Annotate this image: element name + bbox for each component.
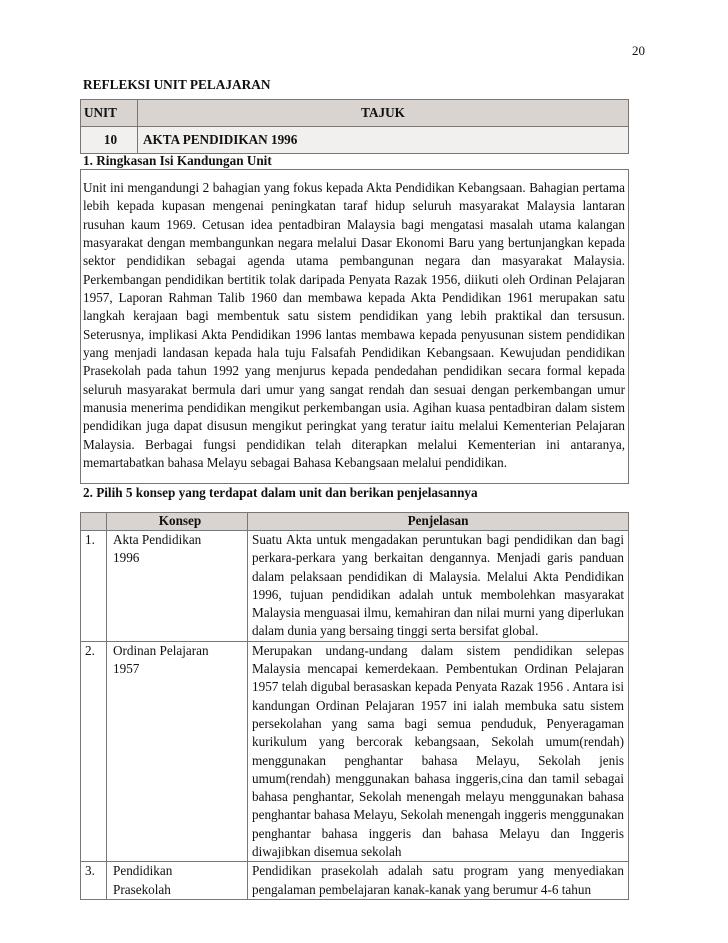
section1-heading: 1. Ringkasan Isi Kandungan Unit (83, 153, 272, 168)
document-title: REFLEKSI UNIT PELAJARAN (83, 77, 271, 92)
concept-table (80, 512, 629, 900)
header-konsep: Konsep (107, 513, 248, 531)
row-konsep: Akta Pendidikan 1996 (107, 531, 248, 642)
header-penjelasan: Penjelasan (248, 513, 629, 531)
summary-text: Unit ini mengandungi 2 bahagian yang fokus kepada Akta Pendidikan Kebangsaan. Bahagian pertama lebih kepada kupasan mengenai peningkatan taraf hidup seluruh masyarakat Malaysia lantaran rusuhan kaum 1969. Cetusan idea pentadbiran Malaysia bagi mengatasi masalah utama kalangan masyarakat dengan membangunkan negara melalui Dasar Ekonomi Baru yang bertunjangkan kepada sektor pendidikan sebagai agenda utama pembangunan negara dan masyarakat Malaysia. Perkembangan pendidikan bertitik tolak daripada Penyata Razak 1956, diikuti oleh Ordinan Pelajaran 1957, Laporan Rahman Talib 1960 dan membawa kepada Akta Pendidikan 1961 merupakan satu langkah kerajaan bagi membentuk satu sistem pendidikan yang lebih praktikal dan tersusun. Seterusnya, implikasi Akta Pendidikan 1996 lantas membawa kepada penyusunan sistem pendidikan yang menjadi landasan kepada hala tuju Falsafah Pendidikan Kebangsaan. Kewujudan pendidikan Prasekolah pada tahun 1992 yang menjurus kepada pendedahan pendidikan secara formal kepada seluruh masyarakat bermula dari umur yang sangat rendah dan sesuai dengan perkembangan umur manusia menerima pendidikan mengikut perkembangan usia. Agihan kuasa pentadbiran dalam sistem pendidikan juga dapat disusun mengikut peringkat yang teratur iaitu melalui Kementerian Pelajaran Malaysia. Berbagai fungsi pendidikan telah diterapkan melalui Kementerian ini antaranya, memartabatkan bahasa Melayu sebagai Bahasa Kebangsaan melalui pendidikan. (83, 180, 625, 471)
row-penjelasan: Merupakan undang-undang dalam sistem pendidikan selepas Malaysia mencapai kemerdekaan. Pembentukan Ordinan Pelajaran 1957 telah digubal berasaskan kepada Penyata Razak 1956 . Antara isi kandungan Ordinan Pelajaran 1957 ini ialah membuka satu sistem persekolahan yang sama bagi semua penduduk, Penyeragaman kurikulum yang bercorak kebangsaan, Sekolah umum(rendah) menggunakan penghantar bahasa Melayu, Sekolah jenis umum(rendah) menggunakan bahasa inggeris,cina dan tamil sebagai bahasa penghantar, Sekolah menengah melayu menggunakan bahasa penghantar bahasa Melayu, Sekolah menengah inggeris menggunakan penghantar bahasa inggeris dan bahasa Melayu dan Inggeris diwajibkan disemua sekolah (248, 641, 629, 862)
row-penjelasan: Pendidikan prasekolah adalah satu program yang menyediakan pengalaman pembelajaran kanak-kanak yang berumur 4-6 tahun (248, 862, 629, 900)
row-konsep: Ordinan Pelajaran 1957 (107, 641, 248, 862)
concept-table-header (81, 513, 629, 531)
row-number: 3. (81, 862, 107, 900)
section2-heading: 2. Pilih 5 konsep yang terdapat dalam unit dan berikan penjelasannya (83, 485, 478, 500)
row-konsep: Pendidikan Prasekolah (107, 862, 248, 900)
unit-table-row (81, 127, 629, 154)
unit-table-header (81, 100, 629, 127)
unit-header: UNIT (81, 100, 138, 127)
unit-title: AKTA PENDIDIKAN 1996 (138, 127, 629, 154)
table-row (81, 531, 629, 642)
page-number: 20 (632, 43, 645, 58)
row-number: 2. (81, 641, 107, 862)
table-row (81, 641, 629, 862)
tajuk-header: TAJUK (138, 100, 629, 127)
table-row (81, 862, 629, 900)
unit-number: 10 (81, 127, 138, 154)
header-num (81, 513, 107, 531)
row-number: 1. (81, 531, 107, 642)
row-penjelasan: Suatu Akta untuk mengadakan peruntukan bagi pendidikan dan bagi perkara-perkara yang berkaitan dengannya. Menjadi garis panduan dalam pelaksaan pendidikan di Malaysia. Melalui Akta Pendidikan 1996, tujuan pendidikan adalah untuk membolehkan masyarakat Malaysia menguasai ilmu, kemahiran dan nilai murni yang diperlukan dalam dunia yang bersaing tinggi serta bersifat global. (248, 531, 629, 642)
unit-table (80, 99, 629, 154)
